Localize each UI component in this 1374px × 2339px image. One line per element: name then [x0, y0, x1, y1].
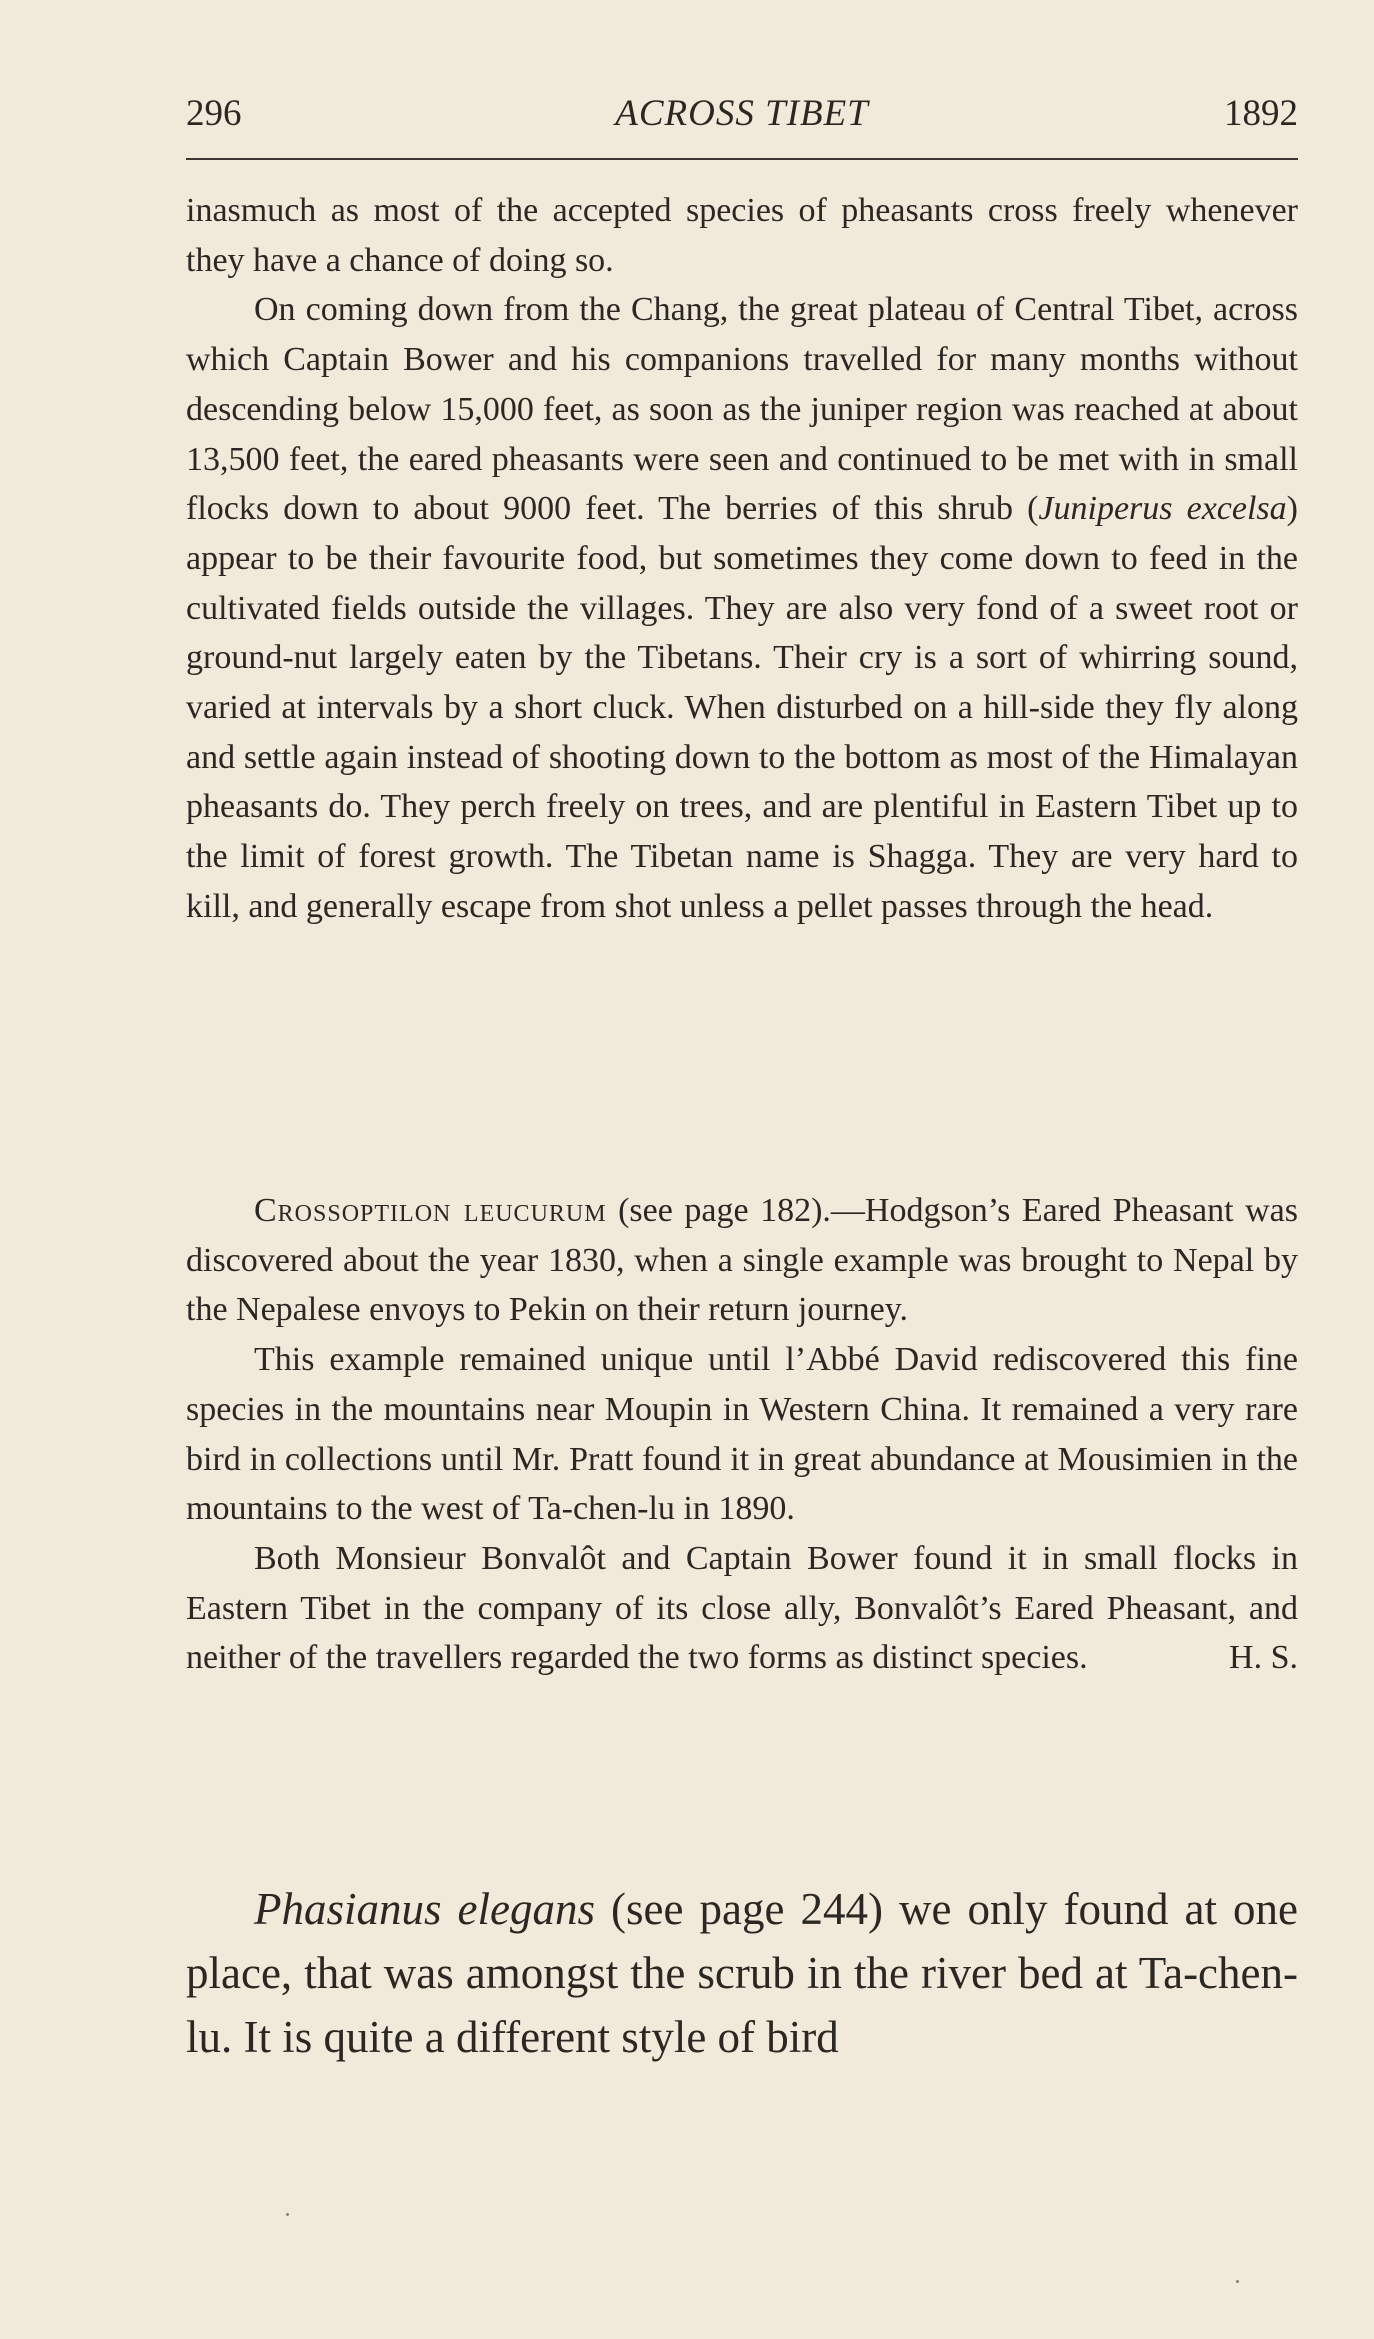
header-year: 1892 — [1224, 93, 1298, 134]
paragraph-phasianus-elegans: Phasianus elegans (see page 244) we only found at one place, that was amongst the scrub in the river bed at Ta-chen-lu. It is quite a different style of bird — [186, 1884, 1298, 2062]
header-rule — [186, 158, 1298, 160]
section-crossoptilon-leucurum — [186, 1186, 1298, 1683]
paragraph-hodgson-eared-pheasant: Crossoptilon leucurum (see page 182).—Hodgson’s Eared Pheasant was discovered about the year 1830, when a single example was brought to Nepal by the Nepalese envoys to Pekin on their return journey. — [186, 1192, 1298, 1329]
author-signature: H. S. — [1229, 1639, 1298, 1677]
species-juniperus: Juniperus excelsa — [1038, 490, 1287, 528]
paragraph-abbe-david: This example remained unique until l’Abbé David rediscovered this fine species in the mountains near Moupin in Western China. It remained a very rare bird in collections until Mr. Pratt found it in great abundance at Mousimien in the mountains to the west of Ta-chen-lu in 1890. — [186, 1341, 1298, 1528]
paragraph-juniper-region: On coming down from the Chang, the great plateau of Central Tibet, across which Captain Bower and his companions travelled for many months without descending below 15,000 feet, as soon as the juniper region was reached at about 13,500 feet, the eared pheasants were seen and continued to be met with in small flocks down to about 9000 feet. The berries of this shrub (Juniperus excelsa) appear to be their favourite food, but sometimes they come down to feed in the cultivated fields outside the villages. They are also very fond of a sweet root or ground-nut largely eaten by the Tibetans. Their cry is a sort of whirring sound, varied at intervals by a short cluck. When disturbed on a hill-side they fly along and settle again instead of shooting down to the bottom as most of the Himalayan pheasants do. They perch freely on trees, and are plentiful in Eastern Tibet up to the limit of forest growth. The Tibetan name is Shagga. They are very hard to kill, and generally escape from shot unless a pellet passes through the head. — [186, 291, 1298, 925]
paragraph-bonvalot: Both Monsieur Bonvalôt and Captain Bower found it in small flocks in Eastern Tibet in the company of its close ally, Bonvalôt’s Eared Pheasant, and neither of the travellers regarded the two forms as distinct species. H. S. — [186, 1534, 1298, 1683]
paper-speck — [286, 2213, 289, 2216]
species-crossoptilon: Crossoptilon leucurum — [254, 1192, 607, 1229]
running-title: ACROSS TIBET — [615, 93, 869, 134]
running-header — [186, 92, 1298, 142]
page-number: 296 — [186, 93, 242, 134]
section-phasianus-elegans — [186, 1877, 1298, 2069]
section-eared-pheasant-notes — [186, 186, 1298, 932]
paper-speck — [1236, 2280, 1239, 2283]
species-phasianus: Phasianus elegans — [254, 1884, 595, 1934]
paragraph-continuation: inasmuch as most of the accepted species of pheasants cross freely whenever they have a chance of doing so. — [186, 192, 1298, 279]
